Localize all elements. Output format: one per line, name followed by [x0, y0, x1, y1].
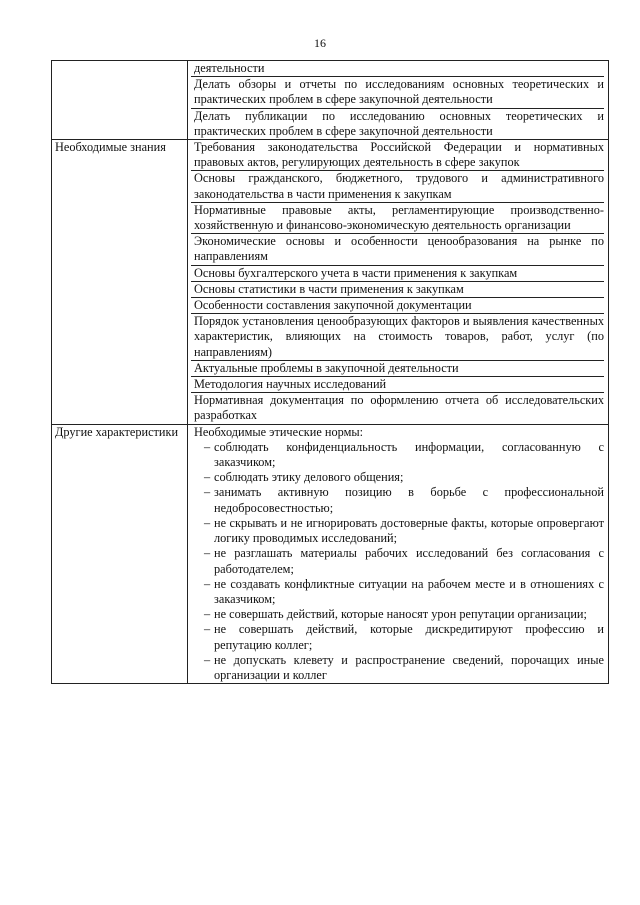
table-row-other — [52, 424, 609, 683]
row-label-other: Другие характеристики — [52, 424, 188, 683]
dash-marker: – — [204, 622, 211, 637]
list-item: деятельности — [194, 61, 265, 75]
bullet-text: соблюдать этику делового общения; — [214, 470, 404, 485]
bullet-text: не разглашать материалы рабочих исследований без согласования с работодателем; — [214, 546, 604, 576]
row-label-activities — [52, 61, 188, 140]
list-item: Основы бухгалтерского учета в части применения к закупкам — [191, 265, 604, 281]
dash-marker: – — [204, 485, 211, 500]
list-item: Особенности составления закупочной документации — [191, 297, 604, 313]
bullet-item — [191, 516, 604, 546]
row-content-knowledge — [188, 140, 609, 425]
ethics-intro: Необходимые этические нормы: — [194, 424, 364, 439]
qualification-table — [51, 60, 609, 684]
list-item: Актуальные проблемы в закупочной деятельности — [191, 360, 604, 376]
bullet-text: занимать активную позицию в борьбе с профессиональной недобросовестностью; — [214, 485, 604, 515]
list-item: Делать публикации по исследованию основных теоретических и практических проблем в сфере закупочной деятельности — [191, 108, 604, 139]
bullet-text: не совершать действий, которые дискредитируют профессию и репутацию коллег; — [214, 622, 604, 652]
bullet-item — [191, 622, 604, 652]
dash-marker: – — [204, 546, 211, 561]
bullet-item — [191, 577, 604, 607]
bullet-item — [191, 546, 604, 576]
list-item: Требования законодательства Российской Федерации и нормативных правовых актов, регулирующих деятельность в сфере закупок — [194, 140, 604, 170]
list-item: Основы гражданского, бюджетного, трудового и административного законодательства в части применения к закупкам — [191, 170, 604, 201]
dash-marker: – — [204, 439, 211, 454]
dash-marker: – — [204, 470, 211, 485]
dash-marker: – — [204, 607, 211, 622]
row-content-other — [188, 424, 609, 683]
bullet-text: не скрывать и не игнорировать достоверные факты, которые опровергают логику проводимых исследований; — [214, 515, 604, 546]
bullet-item — [191, 440, 604, 470]
bullet-item — [191, 653, 604, 683]
list-item: Основы статистики в части применения к закупкам — [191, 281, 604, 297]
list-item: Делать обзоры и отчеты по исследованиям основных теоретических и практических проблем в сфере закупочной деятельности — [191, 76, 604, 107]
list-item: Нормативные правовые акты, регламентирующие производственно-хозяйственную и финансово-экономическую деятельность организации — [191, 202, 604, 233]
list-item: Экономические основы и особенности ценообразования на рынке по направлениям — [191, 233, 604, 264]
bullet-item — [191, 607, 604, 622]
bullet-item — [191, 485, 604, 515]
bullet-text: не совершать действий, которые наносят урон репутации организации; — [214, 607, 587, 622]
dash-marker: – — [204, 652, 211, 667]
list-item: Методология научных исследований — [191, 376, 604, 392]
row-label-knowledge: Необходимые знания — [52, 140, 188, 425]
table-row-knowledge — [52, 140, 609, 425]
bullet-text: не создавать конфликтные ситуации на рабочем месте и в отношениях с заказчиком; — [214, 576, 604, 606]
list-item: Порядок установления ценообразующих факторов и выявления качественных характеристик, влияющих на стоимость товаров, работ, услуг (по направлениям) — [191, 313, 604, 360]
bullet-text: не допускать клевету и распространение сведений, порочащих иные организации и коллег — [214, 652, 604, 682]
dash-marker: – — [204, 576, 211, 591]
page-number: 16 — [314, 36, 326, 50]
dash-marker: – — [204, 515, 211, 530]
bullet-item — [191, 470, 604, 485]
table-row-activities — [52, 61, 609, 140]
bullet-text: соблюдать конфиденциальность информации, согласованную с заказчиком; — [214, 439, 604, 470]
row-content-activities — [188, 61, 609, 140]
list-item: Нормативная документация по оформлению отчета об исследовательских разработках — [191, 392, 604, 423]
